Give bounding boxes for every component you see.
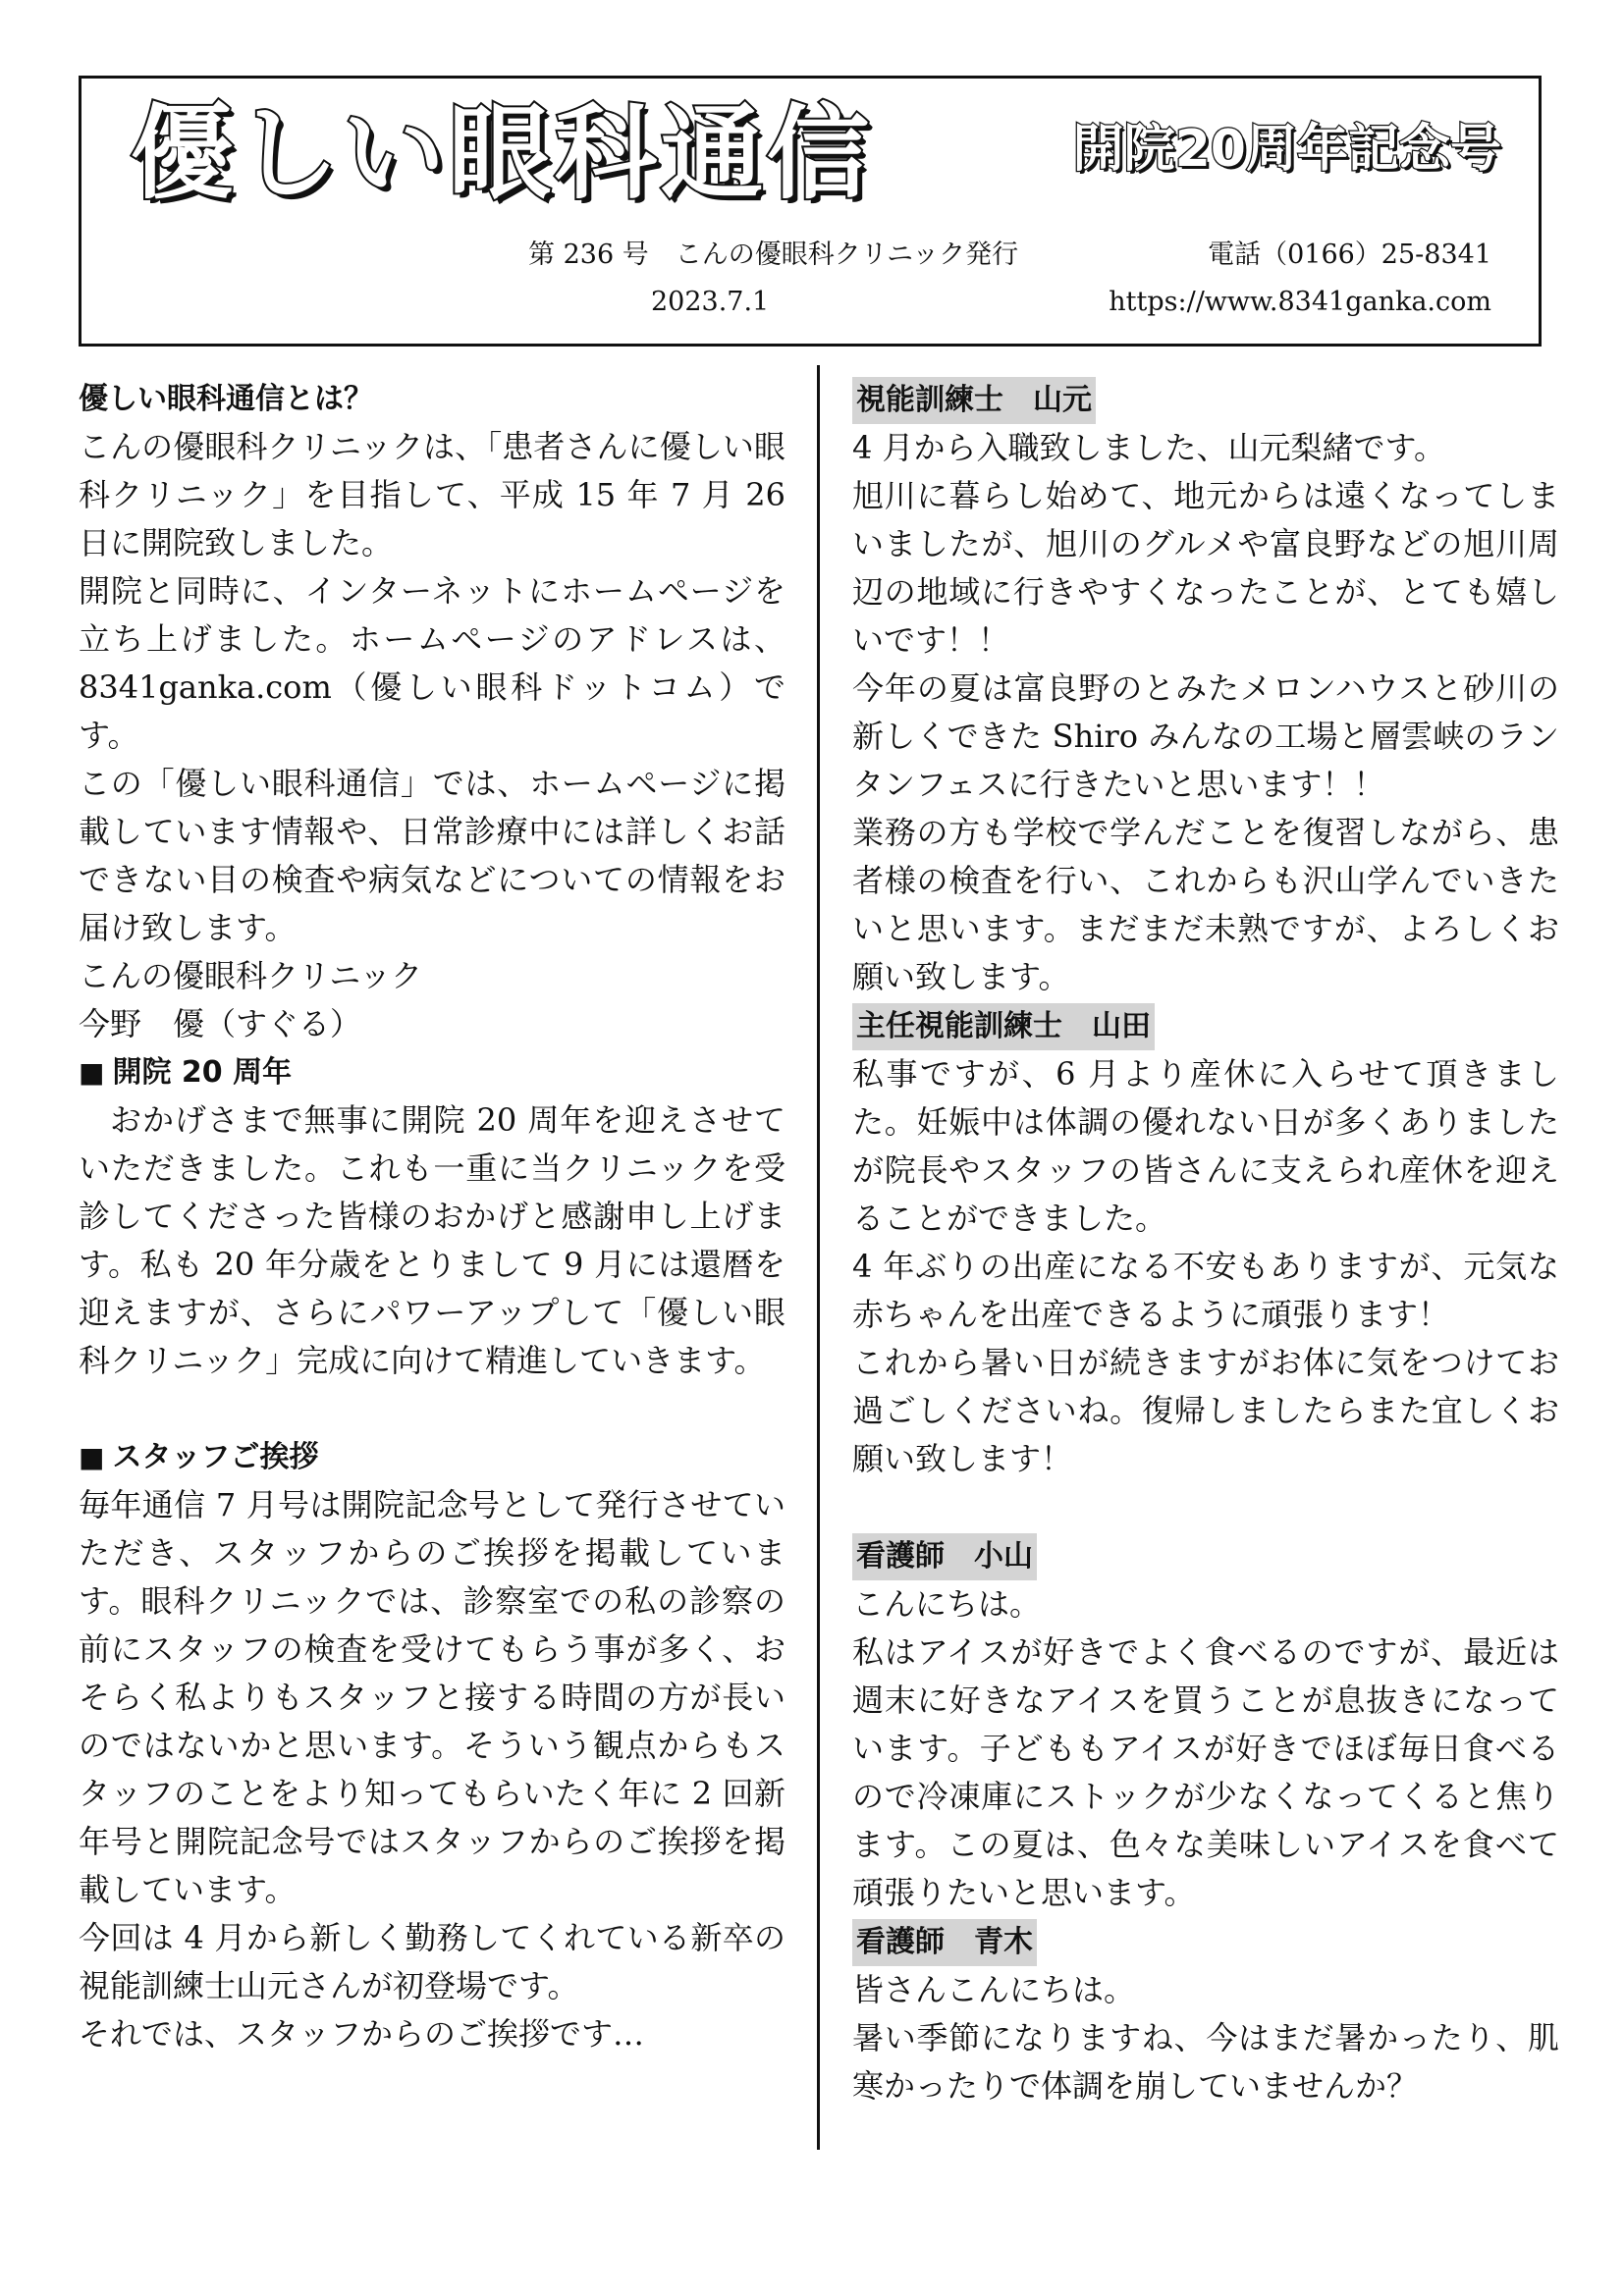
phone-number: 電話（0166）25-8341 [1208,240,1491,270]
intro-paragraph-2: 開院と同時に、インターネットにホームページを立ち上げました。ホームページのアドレスは、8341ganka.com（優しい眼科ドットコム）です。 [79,572,785,754]
intro-paragraph-3: この「優しい眼科通信」では、ホームページに掲載しています情報や、日常診療中には詳しくお話できない目の検査や病気などについての情報をお届け致します。 [79,765,785,946]
staff-paragraph: 旭川に暮らし始めて、地元からは遠くなってしまいましたが、旭川のグルメや富良野などの旭川周辺の地域に行きやすくなったことが、とても嬉しいです！！ [852,477,1559,659]
intro-heading: 優しい眼科通信とは？ [79,382,373,416]
staff-greeting-paragraph-2: 今回は 4 月から新しく勤務してくれている新卒の視能訓練士山元さんが初登場です。 [79,1919,785,2004]
staff-paragraph: 業務の方も学校で学んだことを復習しながら、患者様の検査を行い、これからも沢山学んでいきたいと思います。まだまだ未熟ですが、よろしくお願い致します。 [852,814,1559,995]
spacer [852,1483,1559,1531]
staff-greeting-heading [79,1433,785,1481]
staff-entry-yamamoto [852,375,1559,1001]
signature-clinic: こんの優眼科クリニック [79,957,423,994]
column-divider [817,365,820,2150]
website-url: https://www.8341ganka.com [1109,287,1491,317]
staff-heading: 視能訓練士 山元 [852,377,1096,424]
anniversary-issue-label: 開院20周年記念号 [1072,120,1501,179]
square-bullet-icon: ■ [79,1441,105,1473]
intro-paragraph-1: こんの優眼科クリニックは、「患者さんに優しい眼科クリニック」を目指して、平成 15 年 7 月 26 日に開院致しました。 [79,428,785,561]
staff-paragraph: 4 年ぶりの出産になる不安もありますが、元気な赤ちゃんを出産できるように頑張ります！ [852,1248,1559,1333]
staff-heading: 主任視能訓練士 山田 [852,1003,1155,1050]
staff-paragraph: 皆さんこんにちは。 [852,1971,1136,2008]
staff-entry-yamada [852,1001,1559,1483]
staff-greeting-heading-text: スタッフご挨拶 [112,1440,319,1474]
signature-director: 今野 優（すぐる） [79,1005,362,1042]
anniversary-heading [79,1048,785,1096]
square-bullet-icon: ■ [79,1056,105,1089]
spacer [79,1385,785,1433]
staff-paragraph: 今年の夏は富良野のとみたメロンハウスと砂川の新しくできた Shiro みんなの工場と層雲峡のランタンフェスに行きたいと思います！！ [852,669,1559,803]
staff-paragraph: 4 月から入職致しました、山元梨緒です。 [852,429,1445,466]
anniversary-paragraph: おかげさまで無事に開院 20 周年を迎えさせていただきました。これも一重に当クリニックを受診してくださった皆様のおかげと感謝申し上げます。私も 20 年分歳をとりまして 9 月には還暦を迎えますが、さらにパワーアップして「優しい眼科クリニック」完成に向けて精進していきます。 [79,1101,785,1379]
staff-paragraph: 暑い季節になりますね、今はまだ暑かったり、肌寒かったりで体調を崩していませんか？ [852,2019,1559,2105]
staff-greeting-paragraph-3: それでは、スタッフからのご挨拶です… [79,2015,645,2053]
staff-entry-aoki [852,1917,1559,2110]
issue-date: 2023.7.1 [651,287,770,317]
newsletter-header [79,76,1542,347]
staff-paragraph: 私事ですが、6 月より産休に入らせて頂きました。妊娠中は体調の優れない日が多くありましたが院長やスタッフの皆さんに支えられ産休を迎えることができました。 [852,1055,1559,1237]
staff-heading: 看護師 小山 [852,1533,1037,1580]
newsletter-title: 優しい眼科通信 [131,93,874,213]
issue-number: 第 236 号 こんの優眼科クリニック発行 [528,240,1019,270]
staff-paragraph: こんにちは。 [852,1585,1042,1623]
staff-greeting-paragraph-1: 毎年通信 7 月号は開院記念号として発行させていただき、スタッフからのご挨拶を掲載しています。眼科クリニックでは、診察室での私の診察の前にスタッフの検査を受けてもらう事が多く、おそらく私よりもスタッフと接する時間の方が長いのではないかと思います。そういう観点からもスタッフのことをより知ってもらいたく年に 2 回新年号と開院記念号ではスタッフからのご挨拶を掲載しています。 [79,1486,785,1908]
staff-paragraph: 私はアイスが好きでよく食べるのですが、最近は週末に好きなアイスを買うことが息抜きになっています。子どももアイスが好きでほぼ毎日食べるので冷凍庫にストックが少なくなってくると焦ります。この夏は、色々な美味しいアイスを食べて頑張りたいと思います。 [852,1633,1559,1911]
staff-heading: 看護師 青木 [852,1919,1037,1966]
left-column [79,375,785,2058]
anniversary-heading-text: 開院 20 周年 [112,1055,293,1090]
staff-paragraph: これから暑い日が続きますがお体に気をつけてお過ごしくださいね。復帰しましたらまた宜しくお願い致します！ [852,1344,1559,1477]
right-column [852,375,1559,2110]
staff-entry-koyama [852,1531,1559,1917]
